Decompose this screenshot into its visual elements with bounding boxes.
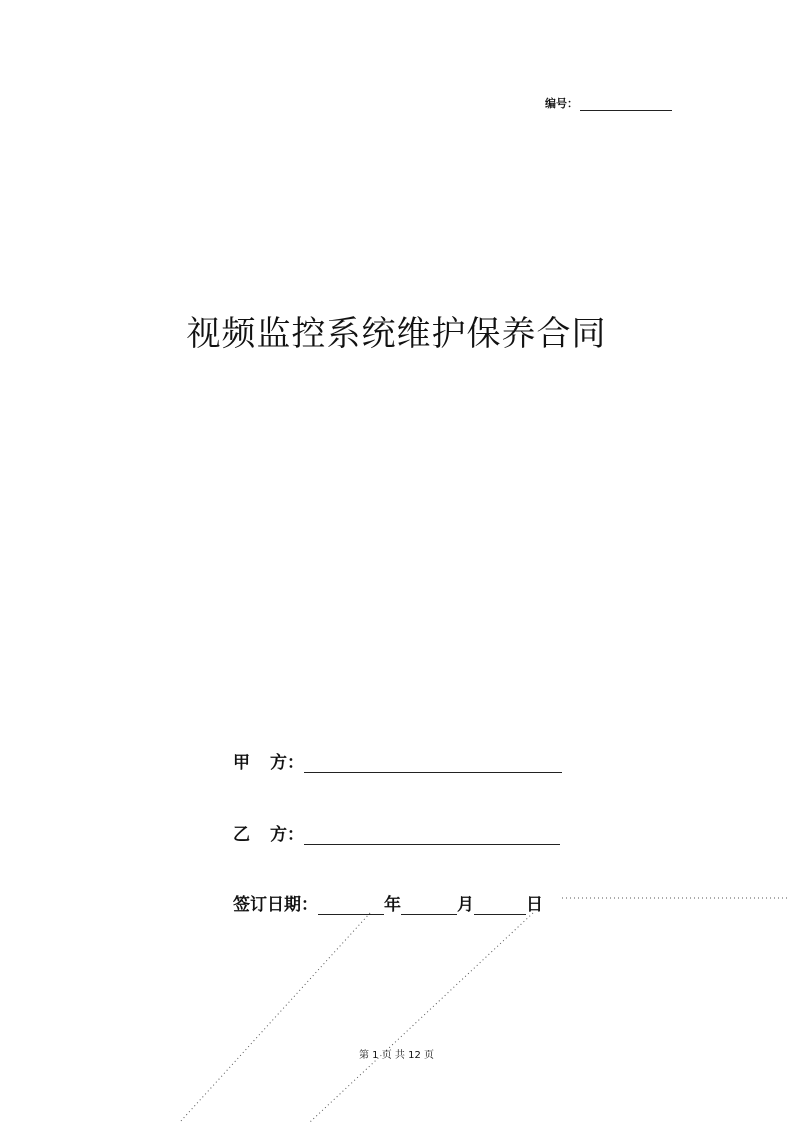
party-b-label-char: 乙 [233,825,250,845]
document-number-label: 编号： [545,97,578,110]
year-label: 年 [384,895,401,915]
signing-date-label: 签订日期： [233,895,318,915]
day-label: 日 [526,895,543,915]
party-b-label-suffix: 方： [270,825,304,845]
month-label: 月 [457,895,474,915]
page-footer: 第 1 页 共 12 页 [359,1050,434,1061]
party-a-label-suffix: 方： [270,753,304,773]
party-a-label-char: 甲 [233,753,250,773]
dotted-diagonal-line-right [310,913,533,1122]
contract-title: 视频监控系统维护保养合同 [186,314,607,354]
dotted-diagonal-line-left [180,913,370,1122]
